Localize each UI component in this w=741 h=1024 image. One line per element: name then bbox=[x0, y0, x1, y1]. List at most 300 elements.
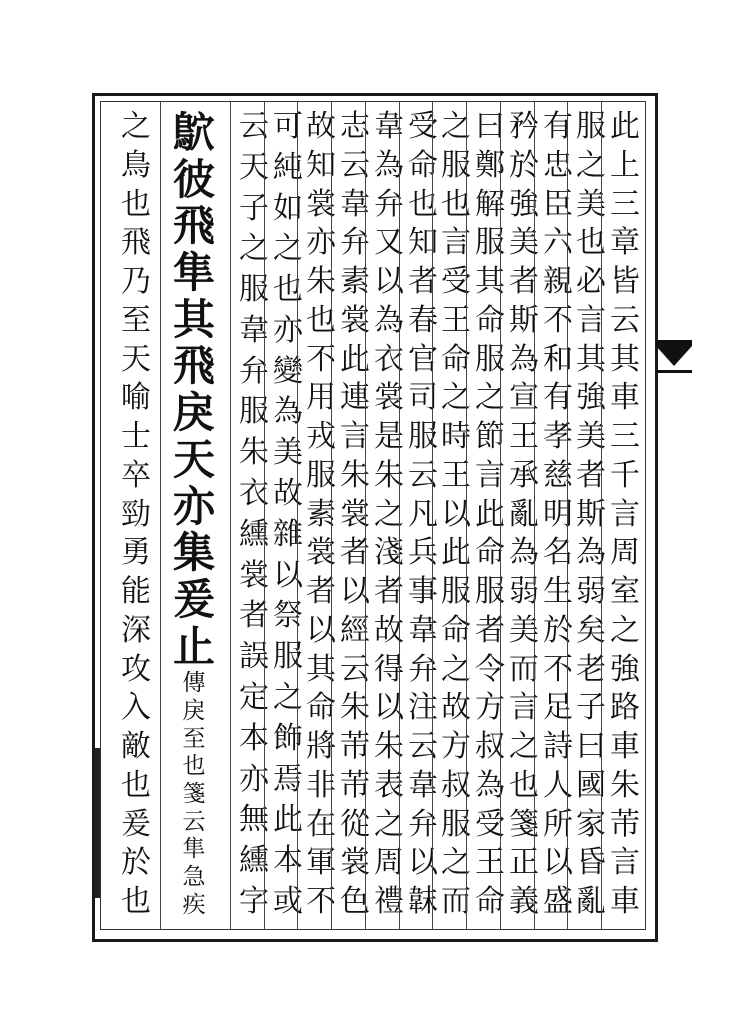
commentary-char: 裳 bbox=[374, 380, 404, 416]
commentary-char: 受 bbox=[475, 806, 505, 842]
commentary-char: 盛 bbox=[543, 884, 573, 919]
commentary-char: 服 bbox=[475, 574, 505, 609]
commentary-char: 兵 bbox=[408, 535, 438, 571]
commentary-char: 以 bbox=[306, 612, 336, 648]
commentary-char: 言 bbox=[610, 496, 640, 532]
commentary-char: 為 bbox=[509, 341, 539, 377]
commentary-char: 云 bbox=[340, 147, 370, 183]
commentary-char: 命 bbox=[475, 535, 505, 571]
commentary-char: 解 bbox=[475, 186, 505, 222]
commentary-char: 誤 bbox=[239, 639, 269, 675]
commentary-char: 云 bbox=[239, 109, 269, 144]
commentary-char: 命 bbox=[441, 612, 471, 648]
commentary-char: 為 bbox=[509, 535, 539, 571]
commentary-char: 朱 bbox=[340, 690, 370, 726]
margin-mark bbox=[95, 748, 100, 898]
commentary-char: 承 bbox=[509, 457, 539, 493]
commentary-char: 非 bbox=[306, 767, 336, 803]
commentary-char: 朱 bbox=[610, 767, 640, 803]
commentary-char: 此 bbox=[441, 535, 471, 571]
column-rule bbox=[534, 101, 535, 929]
commentary-char: 也 bbox=[182, 753, 206, 780]
commentary-char: 上 bbox=[610, 147, 640, 183]
commentary-char: 故 bbox=[374, 612, 404, 648]
commentary-char: 也 bbox=[121, 767, 151, 803]
commentary-char: 也 bbox=[509, 767, 539, 803]
commentary-char: 美 bbox=[273, 435, 303, 471]
commentary-char: 美 bbox=[509, 612, 539, 648]
commentary-char: 裳 bbox=[239, 557, 269, 593]
commentary-char: 以 bbox=[374, 690, 404, 726]
commentary-char: 名 bbox=[543, 535, 573, 571]
commentary-char: 強 bbox=[576, 380, 606, 416]
commentary-char: 裳 bbox=[340, 845, 370, 881]
commentary-char: 方 bbox=[441, 729, 471, 764]
commentary-char: 鳥 bbox=[121, 147, 151, 183]
commentary-char: 得 bbox=[374, 651, 404, 687]
commentary-char: 言 bbox=[610, 845, 640, 881]
commentary-char: 以 bbox=[374, 264, 404, 299]
commentary-char: 弱 bbox=[509, 574, 539, 609]
commentary-char: 於 bbox=[509, 147, 539, 183]
commentary-char: 令 bbox=[475, 651, 505, 687]
commentary-char: 命 bbox=[408, 147, 438, 183]
commentary-char: 以 bbox=[273, 557, 303, 593]
commentary-char: 云 bbox=[408, 457, 438, 493]
commentary-char: 者 bbox=[475, 612, 505, 648]
commentary-char: 隼 bbox=[182, 836, 206, 863]
commentary-char: 不 bbox=[306, 341, 336, 377]
commentary-char: 韋 bbox=[408, 612, 438, 648]
commentary-char: 是 bbox=[374, 419, 404, 454]
commentary-char: 三 bbox=[610, 186, 640, 222]
commentary-char: 皆 bbox=[610, 264, 640, 299]
commentary-char: 人 bbox=[543, 767, 573, 803]
commentary-char: 親 bbox=[543, 264, 573, 299]
commentary-char: 之 bbox=[239, 231, 269, 267]
commentary-char: 有 bbox=[543, 380, 573, 416]
commentary-char: 朱 bbox=[306, 264, 336, 299]
commentary-char: 云 bbox=[340, 651, 370, 687]
commentary-char: 有 bbox=[543, 109, 573, 144]
commentary-char: 弱 bbox=[576, 574, 606, 609]
commentary-char: 裳 bbox=[340, 496, 370, 532]
commentary-char: 亂 bbox=[509, 496, 539, 532]
text-column bbox=[232, 109, 276, 919]
commentary-char: 曰 bbox=[576, 729, 606, 764]
commentary-char: 以 bbox=[340, 574, 370, 609]
column-rule bbox=[567, 101, 568, 929]
commentary-char: 入 bbox=[121, 690, 151, 726]
commentary-char: 生 bbox=[543, 574, 573, 609]
commentary-char: 言 bbox=[441, 225, 471, 261]
commentary-char: 之 bbox=[610, 612, 640, 648]
commentary-char: 純 bbox=[273, 149, 303, 185]
commentary-char: 也 bbox=[121, 884, 151, 919]
commentary-char: 斯 bbox=[509, 302, 539, 338]
commentary-char: 詩 bbox=[543, 729, 573, 764]
commentary-char: 強 bbox=[610, 651, 640, 687]
commentary-char: 此 bbox=[475, 496, 505, 532]
commentary-char: 叔 bbox=[475, 729, 505, 764]
commentary-char: 斯 bbox=[576, 496, 606, 532]
commentary-char: 不 bbox=[306, 884, 336, 919]
column-rule bbox=[264, 101, 265, 929]
commentary-char: 服 bbox=[239, 272, 269, 308]
side-strip bbox=[652, 101, 714, 928]
commentary-char: 淺 bbox=[374, 535, 404, 571]
commentary-char: 卒 bbox=[121, 457, 151, 493]
commentary-char: 慈 bbox=[543, 457, 573, 493]
commentary-char: 受 bbox=[441, 264, 471, 299]
commentary-char: 服 bbox=[475, 341, 505, 377]
commentary-char: 六 bbox=[543, 225, 573, 261]
commentary-char: 用 bbox=[306, 380, 336, 416]
commentary-char: 纁 bbox=[239, 516, 269, 552]
commentary-char: 攻 bbox=[121, 651, 151, 687]
commentary-char: 喻 bbox=[121, 380, 151, 416]
commentary-char: 之 bbox=[475, 380, 505, 416]
commentary-char: 命 bbox=[475, 302, 505, 338]
verse-char: 亦 bbox=[172, 481, 215, 531]
commentary-char: 素 bbox=[306, 496, 336, 532]
commentary-char: 變 bbox=[273, 353, 303, 389]
commentary-char: 箋 bbox=[182, 781, 206, 807]
commentary-char: 昏 bbox=[576, 845, 606, 881]
commentary-char: 路 bbox=[610, 690, 640, 726]
column-rule bbox=[365, 101, 366, 929]
commentary-char: 禮 bbox=[374, 884, 404, 919]
commentary-char: 車 bbox=[610, 380, 640, 416]
commentary-char: 芾 bbox=[610, 806, 640, 842]
commentary-char: 之 bbox=[576, 147, 606, 183]
commentary-char: 此 bbox=[273, 802, 303, 838]
commentary-char: 飛 bbox=[121, 225, 151, 261]
commentary-char: 芾 bbox=[340, 729, 370, 764]
commentary-char: 天 bbox=[239, 149, 269, 185]
commentary-char: 知 bbox=[306, 147, 336, 183]
commentary-char: 不 bbox=[543, 302, 573, 338]
commentary-char: 勇 bbox=[121, 535, 151, 571]
commentary-char: 忠 bbox=[543, 147, 573, 183]
commentary-char: 之 bbox=[273, 679, 303, 715]
commentary-char: 服 bbox=[441, 806, 471, 842]
commentary-char: 弁 bbox=[239, 353, 269, 389]
verse-char: 鴥 bbox=[172, 108, 215, 157]
commentary-char: 服 bbox=[576, 109, 606, 144]
commentary-char: 芾 bbox=[340, 767, 370, 803]
commentary-char: 服 bbox=[306, 457, 336, 493]
commentary-char: 矜 bbox=[509, 109, 539, 144]
commentary-char: 韋 bbox=[408, 767, 438, 803]
commentary-char: 叔 bbox=[441, 767, 471, 803]
commentary-char: 之 bbox=[441, 109, 471, 144]
commentary-char: 為 bbox=[374, 147, 404, 183]
commentary-char: 王 bbox=[441, 457, 471, 493]
commentary-char: 軍 bbox=[306, 845, 336, 881]
commentary-char: 國 bbox=[576, 767, 606, 803]
commentary-char: 子 bbox=[576, 690, 606, 726]
commentary-char: 車 bbox=[610, 729, 640, 764]
commentary-char: 家 bbox=[576, 806, 606, 842]
commentary-char: 注 bbox=[408, 690, 438, 726]
commentary-char: 此 bbox=[340, 341, 370, 377]
commentary-char: 朱 bbox=[374, 729, 404, 764]
commentary-char: 本 bbox=[239, 720, 269, 756]
commentary-char: 子 bbox=[239, 190, 269, 226]
commentary-char: 素 bbox=[340, 264, 370, 299]
commentary-char: 臣 bbox=[543, 186, 573, 222]
verse-char: 天 bbox=[172, 434, 215, 484]
commentary-char: 孝 bbox=[543, 419, 573, 454]
commentary-char: 明 bbox=[543, 496, 573, 532]
column-rule bbox=[466, 101, 467, 929]
column-rule bbox=[331, 101, 332, 929]
commentary-char: 在 bbox=[306, 806, 336, 842]
commentary-char: 言 bbox=[475, 457, 505, 493]
commentary-char: 戎 bbox=[306, 419, 336, 454]
commentary-char: 周 bbox=[610, 535, 640, 571]
commentary-char: 此 bbox=[610, 109, 640, 144]
commentary-char: 定 bbox=[239, 679, 269, 715]
commentary-char: 其 bbox=[475, 264, 505, 299]
commentary-char: 為 bbox=[273, 394, 303, 430]
commentary-char: 言 bbox=[340, 419, 370, 454]
text-column bbox=[114, 109, 158, 919]
commentary-char: 焉 bbox=[273, 761, 303, 797]
commentary-char: 衣 bbox=[239, 476, 269, 512]
verse-char: 飛 bbox=[172, 341, 215, 391]
commentary-char: 至 bbox=[182, 725, 206, 752]
commentary-char: 韋 bbox=[239, 312, 269, 348]
commentary-char: 天 bbox=[121, 341, 151, 377]
commentary-char: 之 bbox=[509, 729, 539, 764]
fishtail-mark bbox=[654, 336, 694, 376]
commentary-char: 服 bbox=[273, 639, 303, 675]
commentary-char: 於 bbox=[121, 845, 151, 881]
commentary-char: 命 bbox=[306, 690, 336, 726]
commentary-char: 周 bbox=[374, 845, 404, 881]
commentary-char: 王 bbox=[509, 419, 539, 454]
commentary-char: 勁 bbox=[121, 496, 151, 532]
commentary-char: 矣 bbox=[576, 612, 606, 648]
commentary-char: 老 bbox=[576, 651, 606, 687]
commentary-char: 弁 bbox=[374, 186, 404, 222]
commentary-char: 也 bbox=[121, 186, 151, 222]
commentary-char: 命 bbox=[475, 884, 505, 919]
commentary-char: 之 bbox=[273, 231, 303, 267]
commentary-char: 可 bbox=[273, 109, 303, 144]
commentary-char: 至 bbox=[121, 302, 151, 338]
commentary-char: 服 bbox=[408, 419, 438, 454]
verse-char: 隼 bbox=[172, 248, 215, 298]
verse-char: 飛 bbox=[172, 201, 215, 251]
commentary-char: 之 bbox=[121, 109, 151, 144]
column-rule bbox=[432, 101, 433, 929]
commentary-char: 戾 bbox=[182, 697, 206, 724]
commentary-char: 強 bbox=[509, 186, 539, 222]
commentary-char: 其 bbox=[610, 341, 640, 377]
commentary-char: 室 bbox=[610, 574, 640, 609]
commentary-char: 也 bbox=[408, 186, 438, 222]
commentary-char: 朱 bbox=[239, 435, 269, 471]
commentary-char: 事 bbox=[408, 574, 438, 609]
commentary-char: 云 bbox=[610, 302, 640, 338]
commentary-char: 宣 bbox=[509, 380, 539, 416]
commentary-char: 故 bbox=[441, 690, 471, 726]
commentary-char: 云 bbox=[408, 729, 438, 764]
commentary-char: 弁 bbox=[408, 806, 438, 842]
verse-char: 集 bbox=[172, 528, 215, 578]
commentary-char: 者 bbox=[340, 535, 370, 571]
commentary-char: 者 bbox=[374, 574, 404, 609]
commentary-char: 韋 bbox=[340, 186, 370, 222]
commentary-char: 也 bbox=[273, 272, 303, 308]
text-column bbox=[165, 108, 223, 918]
commentary-char: 春 bbox=[408, 302, 438, 338]
commentary-char: 不 bbox=[543, 651, 573, 687]
commentary-char: 命 bbox=[441, 341, 471, 377]
commentary-char: 無 bbox=[239, 802, 269, 838]
commentary-char: 或 bbox=[273, 883, 303, 919]
commentary-char: 故 bbox=[306, 109, 336, 144]
column-rule bbox=[399, 101, 400, 929]
commentary-char: 必 bbox=[576, 264, 606, 299]
commentary-char: 深 bbox=[121, 612, 151, 648]
commentary-char: 從 bbox=[340, 806, 370, 842]
commentary-char: 韋 bbox=[374, 109, 404, 144]
commentary-char: 疾 bbox=[182, 891, 206, 918]
commentary-char: 曰 bbox=[475, 109, 505, 144]
commentary-char: 如 bbox=[273, 190, 303, 226]
commentary-char: 又 bbox=[374, 225, 404, 261]
commentary-char: 者 bbox=[408, 264, 438, 299]
commentary-char: 士 bbox=[121, 419, 151, 454]
commentary-char: 正 bbox=[509, 845, 539, 881]
commentary-char: 之 bbox=[441, 380, 471, 416]
commentary-char: 其 bbox=[576, 341, 606, 377]
column-rule bbox=[160, 101, 161, 929]
commentary-char: 為 bbox=[576, 535, 606, 571]
commentary-char: 纁 bbox=[239, 843, 269, 879]
commentary-char: 車 bbox=[610, 884, 640, 919]
commentary-char: 而 bbox=[509, 651, 539, 687]
commentary-char: 者 bbox=[239, 598, 269, 634]
commentary-char: 亦 bbox=[239, 761, 269, 797]
column-rule bbox=[500, 101, 501, 929]
commentary-char: 志 bbox=[340, 109, 370, 144]
commentary-char: 亂 bbox=[576, 884, 606, 919]
commentary-char: 以 bbox=[543, 845, 573, 881]
commentary-char: 以 bbox=[408, 845, 438, 881]
commentary-char: 司 bbox=[408, 380, 438, 416]
commentary-char: 傳 bbox=[182, 670, 206, 697]
commentary-char: 王 bbox=[475, 845, 505, 881]
commentary-char: 朱 bbox=[374, 457, 404, 493]
commentary-char: 者 bbox=[576, 457, 606, 493]
commentary-char: 之 bbox=[374, 496, 404, 532]
verse-char: 爰 bbox=[172, 574, 215, 624]
column-rule bbox=[230, 101, 231, 929]
commentary-char: 韎 bbox=[408, 884, 438, 919]
commentary-char: 爰 bbox=[121, 806, 151, 842]
commentary-char: 將 bbox=[306, 729, 336, 764]
commentary-char: 和 bbox=[543, 341, 573, 377]
commentary-char: 弁 bbox=[340, 225, 370, 261]
commentary-char: 官 bbox=[408, 341, 438, 377]
commentary-char: 乃 bbox=[121, 264, 151, 299]
commentary-char: 以 bbox=[441, 496, 471, 532]
commentary-char: 鄭 bbox=[475, 147, 505, 183]
commentary-char: 受 bbox=[408, 109, 438, 144]
commentary-char: 也 bbox=[441, 186, 471, 222]
commentary-char: 凡 bbox=[408, 496, 438, 532]
verse-char: 其 bbox=[172, 294, 215, 344]
commentary-char: 故 bbox=[273, 476, 303, 512]
commentary-char: 其 bbox=[306, 651, 336, 687]
commentary-char: 也 bbox=[306, 302, 336, 338]
commentary-char: 也 bbox=[576, 225, 606, 261]
commentary-char: 敵 bbox=[121, 729, 151, 764]
commentary-char: 亦 bbox=[273, 312, 303, 348]
commentary-char: 雜 bbox=[273, 516, 303, 552]
commentary-char: 服 bbox=[441, 574, 471, 609]
commentary-char: 足 bbox=[543, 690, 573, 726]
commentary-char: 祭 bbox=[273, 598, 303, 634]
commentary-char: 裳 bbox=[306, 535, 336, 571]
column-rule bbox=[601, 101, 602, 929]
commentary-char: 時 bbox=[441, 419, 471, 454]
commentary-char: 急 bbox=[182, 864, 206, 891]
verse-char: 戾 bbox=[172, 388, 215, 438]
commentary-char: 節 bbox=[475, 419, 505, 454]
commentary-char: 本 bbox=[273, 843, 303, 879]
commentary-char: 千 bbox=[610, 457, 640, 493]
commentary-char: 字 bbox=[239, 883, 269, 919]
commentary-char: 而 bbox=[441, 884, 471, 919]
commentary-char: 者 bbox=[509, 264, 539, 299]
commentary-char: 為 bbox=[374, 302, 404, 338]
commentary-char: 知 bbox=[408, 225, 438, 261]
commentary-char: 飾 bbox=[273, 720, 303, 756]
verse-char: 止 bbox=[172, 621, 215, 671]
commentary-char: 於 bbox=[543, 612, 573, 648]
column-rule bbox=[297, 101, 298, 929]
commentary-char: 者 bbox=[306, 574, 336, 609]
verse-char: 彼 bbox=[172, 154, 215, 204]
commentary-char: 為 bbox=[475, 767, 505, 803]
commentary-char: 云 bbox=[182, 808, 206, 835]
commentary-char: 所 bbox=[543, 806, 573, 842]
commentary-char: 連 bbox=[340, 380, 370, 416]
commentary-char: 表 bbox=[374, 767, 404, 803]
commentary-char: 裳 bbox=[306, 186, 336, 222]
commentary-char: 經 bbox=[340, 612, 370, 648]
commentary-char: 服 bbox=[239, 394, 269, 430]
commentary-char: 衣 bbox=[374, 341, 404, 377]
commentary-char: 言 bbox=[576, 302, 606, 338]
commentary-char: 義 bbox=[509, 884, 539, 919]
commentary-char: 之 bbox=[374, 806, 404, 842]
commentary-char: 弁 bbox=[408, 651, 438, 687]
commentary-char: 色 bbox=[340, 884, 370, 919]
commentary-char: 服 bbox=[475, 225, 505, 261]
commentary-char: 朱 bbox=[340, 457, 370, 493]
commentary-char: 章 bbox=[610, 225, 640, 261]
commentary-char: 亦 bbox=[306, 225, 336, 261]
commentary-char: 之 bbox=[441, 845, 471, 881]
commentary-char: 三 bbox=[610, 419, 640, 454]
